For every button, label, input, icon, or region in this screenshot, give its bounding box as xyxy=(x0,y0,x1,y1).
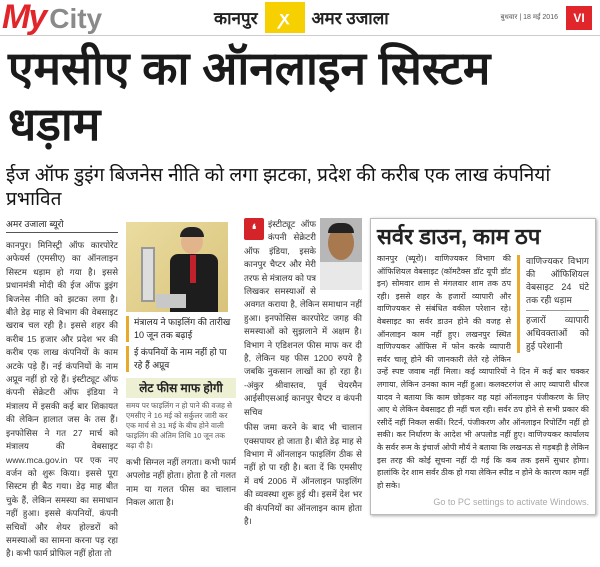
person-photo xyxy=(320,218,362,290)
box-lead: कानपुर (ब्यूरो)। वाणिज्यकर विभाग की ऑफिशियल वेबसाइट (कॉमटैक्स डॉट यूपी डॉट इन) सोमवार शाम से मंगलवार शाम तक ठप रही। इससे शहर के हजारों व्यापारी और वाणिज्यकर से संबंधित वकील परेशान रहे। वेबसाइट का सर्वर डाउन होने की वजह से ऑनलाइन काम नहीं हुए। लखनपुर स्थित वाणिज्यकर ऑफिस में फोन करके व्यापारी सर्वर चालू होने की जानकारी लेते रहे लेकिन उन्हें स्पष्ट जवाब नहीं मिला। कई व्यापारियों ने दिन में कई बार चक्कर लगाया, लेकिन उनका काम नहीं हुआ। कलक्टरगंज से आए व्यापारी धीरज यादव ने बताया कि काम xyxy=(377,254,589,402)
highlight-website-down: वाणिज्यकर विभाग की ऑफिशियल वेबसाइट 24 घंटे तक रही धड़ाम xyxy=(526,256,589,305)
quote-after-text: फीस जमा करने के बाद भी चालान एक्सपायर हो जाता है। बीते डेढ़ माह से विभाग में ऑनलाइन फाइलिंग ठीक से नहीं हो पा रही है। बता दें कि एमसीए में वर्ष 2006 में ऑनलाइन फाइलिंग की व्यवस्था शुरू हुई थी। इसमें देश भर की कंपनियों का ऑनलाइन काम होता है। xyxy=(244,422,362,526)
edition-city: कानपुर xyxy=(214,9,258,28)
quote-icon: ❛ xyxy=(244,218,264,240)
box-body xyxy=(377,253,589,492)
man-at-computer-illustration xyxy=(126,222,228,312)
page-number-tag: VI xyxy=(566,6,592,30)
article-columns xyxy=(0,212,600,567)
late-fee-text: समय पर फाइलिंग न हो पाने की वजह से एमसीए ने 16 मई को सर्कुलर जारी कर एक मार्च से 31 मई के बीच होने वाली फाइलिंग की अंतिम तिथि 10 जून तक बढ़ा दी है। xyxy=(126,401,232,450)
mycity-logo: My xyxy=(2,0,46,36)
quote-block xyxy=(244,218,362,528)
mycity-logo-group xyxy=(2,0,102,37)
box-rest: छोड़कर वह यहां ऑनलाइन पंजीकरण के लिए आए थे लेकिन वेबसाइट ही नहीं चल रही। सर्वर ठप होने से सभी प्रकार की रसीदें नहीं निकल सकीं। रिटर्न, पंजीकरण और ऑनलाइन रिपोर्टिंग नहीं हो सकी। कर निर्धारण के आदेश भी अपलोड नहीं हुए। वाणिज्यकर कार्यालय के सर्वर रूम के इंचार्ज ओपी मौर्य ने बताया कि लखनऊ से गड़बड़ी है लेकिन इस तरह की कोई सूचना नहीं दी गई कि कब तक इसमें सुधार होगा। हालांकि देर शाम सर्वर ठीक हो गया लेकिन स्पीड न होने के कारण काम नहीं हो सके। xyxy=(377,392,590,490)
amar-ujala-logo-icon: ꭗ xyxy=(265,2,305,33)
middle-left-column xyxy=(126,218,236,510)
sidebar-article-box xyxy=(370,218,596,515)
headline: एमसीए का ऑनलाइन सिस्टम धड़ाम xyxy=(8,42,491,150)
newspaper-brand xyxy=(214,2,389,33)
subheadline: ईज ऑफ डुइंग बिजनेस नीति को लगा झटका, प्रदेश की करीब एक लाख कंपनियां प्रभावित xyxy=(6,165,551,210)
caption-filing-date: मंत्रालय ने फाइलिंग की तारीख 10 जून तक बढ़ाई xyxy=(126,316,236,342)
issue-info xyxy=(501,6,592,30)
late-fee-heading: लेट फीस माफ होगी xyxy=(126,378,236,398)
box-highlight xyxy=(517,255,589,353)
continued-body: कभी सिग्नल नहीं लगता। कभी फार्म अपलोड नहीं होता। होता है तो गलत नाम या गलत फीस का चालान निकल आता है। xyxy=(126,457,236,508)
windows-activation-watermark: Go to PC settings to activate Windows. xyxy=(433,497,589,508)
highlight-divider xyxy=(526,310,589,311)
byline: अमर उजाला ब्यूरो xyxy=(6,218,118,233)
quote-text: इंस्टीट्यूट ऑफ कंपनी सेक्रेटरी ऑफ इंडिया, इसके कानपुर चैप्टर और मेरी तरफ से मंत्रालय को पत्र लिखकर समस्याओं से अवगत कराया है, लेकिन समाधान नहीं हुआ। इनफोसिस कारपोरेट जगह की समस्याओं को सुझलाने में अक्षम है। विभाग ने एडिशनल फीस माफ कर दी है, लेकिन यह फीस 1200 रुपये है जबकि नुकसान लाखों का हो रहा है। -अंकुर श्रीवास्तव, पूर्व चेयरमैन आईसीएसआई कानपुर चैप्टर व कंपनी सचिव xyxy=(244,219,362,417)
newspaper-name: अमर उजाला xyxy=(311,9,389,28)
left-article-body: कानपुर। मिनिस्ट्री ऑफ कारपोरेट अफेयर्स (एमसीए) का ऑनलाइन सिस्टम धड़ाम हो गया है। इससे प्रधानमंत्री मोदी की ईज ऑफ डुइंग बिजनेस नीति को झटका लगा है। बीते डेढ़ माह से विभाग की वेबसाइट खराब चल रही है। इससे शहर की करीब 15 हजार और प्रदेश भर की करीब एक लाख कंपनियों के काम अटके पड़े हैं। नई कंपनियों के नाम अप्रूव नहीं हो रहे हैं। इंस्टीट्यूट ऑफ कंपनी सेक्रेटरी ऑफ इंडिया ने मंत्रालय में इसकी कई बार शिकायत की लेकिन हालात जस के तस हैं। इनफोसिस ने गत 27 मार्च को मंत्रालय की वेबसाइट www.mca.gov.in पर एक नए वर्जन को शुरू किया। इससे पूरा सिस्टम ही बैठ गया। डेढ़ माह बीत चुके हैं, लेकिन समस्या का समाधान नहीं हुआ। इससे कंपनियों, कंपनी सचिवों और शेयर होल्डरों को समस्याओं का सामना करना पड़ रहा है। कभी फार्म प्रोफिल नहीं होता तो xyxy=(6,240,118,559)
masthead xyxy=(0,0,600,36)
caption-names-approval: ई कंपनियों के नाम नहीं हो पा रहे हैं अप्रूव xyxy=(126,346,236,372)
highlight-traders-trouble: हजारों व्यापारी अधिवक्ताओं को हुई परेशानी xyxy=(526,315,589,351)
mycity-logo-text: City xyxy=(49,2,103,34)
left-column xyxy=(6,218,118,561)
box-title: सर्वर डाउन, काम ठप xyxy=(377,224,541,249)
issue-date: बुधवार | 18 मई 2016 xyxy=(500,14,558,21)
